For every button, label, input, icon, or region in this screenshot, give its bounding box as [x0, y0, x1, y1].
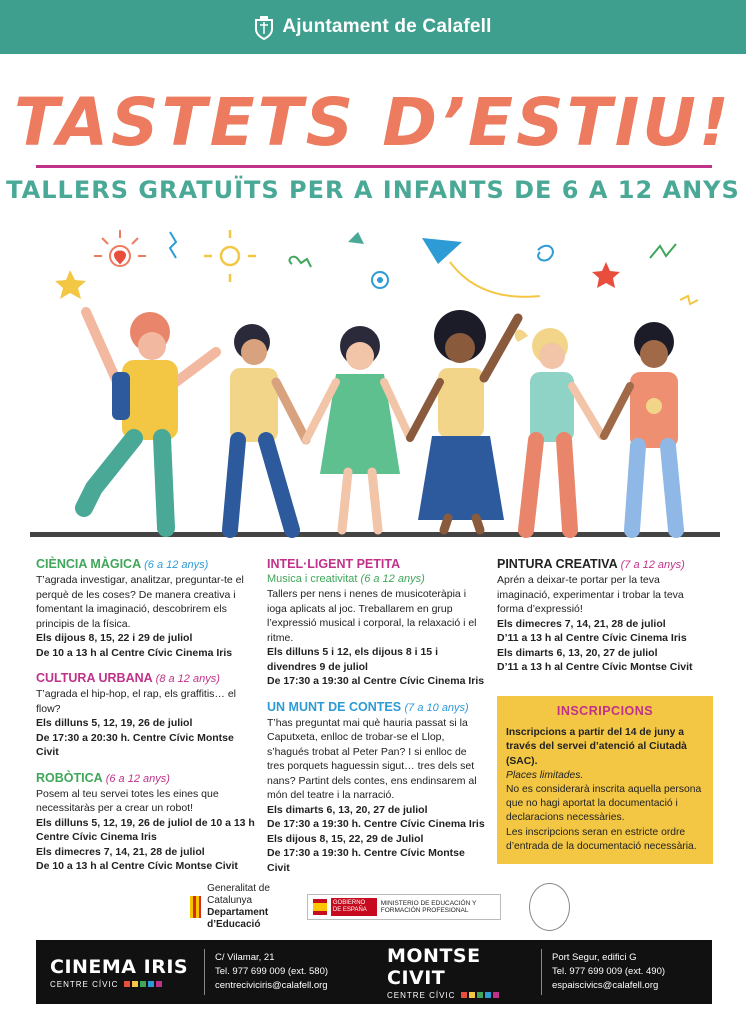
workshop-title	[267, 699, 487, 716]
workshop-tagline-text: Musica i creativitat	[267, 573, 358, 585]
workshop-schedule-place: De 17:30 a 19:30 al Centre Cívic Cinema Iris	[267, 675, 485, 687]
workshop-title-text: CULTURA URBANA	[36, 671, 153, 685]
spain-flag-icon	[313, 899, 327, 915]
workshop-title: INTEL·LIGENT PETITA	[267, 557, 401, 571]
workshop-schedule-days: Els dilluns 5 i 12, els dijous 8 i 15 i divendres 9 de juliol	[267, 646, 438, 673]
kid-figure	[410, 310, 518, 530]
kid-figure	[515, 328, 602, 530]
workshop-un-munt-de-contes	[267, 699, 487, 876]
workshop-description: T’agrada el hip-hop, el rap, els graffitis… el flow?	[36, 688, 236, 715]
ministerio-label: MINISTERIO DE EDUCACIÓN Y FORMACIÓN PROFESIONAL	[380, 900, 477, 914]
inscriptions-order: Les inscripcions seran en estricte ordre d’entrada de la documentació necessària.	[506, 826, 697, 852]
inscriptions-start: Inscripcions a partir del 14 de juny a través del servei d’atenció al Ciutadà (SAC).	[506, 727, 687, 767]
workshop-description: T’has preguntat mai què hauria passat si la Caputxeta, enlloc de trobar-se el Llop, s’hagués trobat al Peter Pan? I si enlloc de tres porquets haguessin sigut… tres dels set nans? Partint dels contes, ens endinsarem al món del teatre i la narració.	[267, 716, 477, 801]
workshop-description: Posem al teu servei totes les eines que necessitaràs per a crear un robot!	[36, 787, 219, 814]
workshop-schedule-place: De 10 a 13 h al Centre Cívic Montse Civit	[36, 860, 238, 872]
cinema-iris-email[interactable]: centreciviciris@calafell.org	[215, 980, 328, 991]
workshop-age: (6 a 12 anys)	[144, 559, 209, 571]
kid-figure	[306, 326, 410, 530]
workshop-schedule-place: Centre Cívic Cinema Iris	[36, 831, 157, 843]
workshop-schedule-days: Els dilluns 5, 12, 19, 26 de juliol de 10 a 13 h	[36, 816, 255, 829]
workshop-pintura-creativa	[497, 556, 713, 675]
calafell-shield-icon	[254, 14, 274, 40]
workshop-title	[36, 670, 256, 687]
inscriptions-box	[497, 696, 713, 864]
kid-figure	[230, 324, 306, 530]
workshop-schedule-place: De 10 a 13 h al Centre Cívic Cinema Iris	[36, 646, 233, 659]
montse-civit-contact	[542, 951, 710, 993]
montse-civit-address: Port Segur, edifici G	[552, 952, 637, 963]
montse-civit-subtitle: CENTRE CÍVIC	[387, 990, 456, 1000]
workshop-title	[36, 556, 256, 573]
workshop-age: (6 a 12 anys)	[105, 772, 170, 785]
workshop-title-text: ROBÒTICA	[36, 770, 103, 785]
workshop-description: T’agrada investigar, analitzar, preguntar-te el perquè de les coses? De manera creativa i fomentant la imaginació, descobrirem els principis de la física.	[36, 574, 244, 630]
kid-figure	[604, 322, 678, 530]
workshop-title-text: CIÈNCIA MÀGICA	[36, 557, 141, 571]
montse-civit-brand	[373, 940, 541, 1004]
top-bar	[0, 0, 746, 54]
page-title: TASTETS D’ESTIU!	[14, 84, 732, 161]
footer	[36, 940, 712, 1004]
children-illustration	[30, 222, 720, 542]
senyera-icon	[190, 896, 201, 918]
montse-civit-sub	[387, 991, 541, 1000]
workshop-schedule-place: De 17:30 a 19:30 h. Centre Cívic Montse Civit	[267, 847, 465, 874]
workshop-title	[497, 556, 713, 573]
cinema-iris-brand	[36, 940, 204, 1004]
column-right	[497, 556, 713, 685]
color-squares-icon	[124, 981, 162, 987]
workshop-schedule-place: D’11 a 13 h al Centre Cívic Cinema Iris	[497, 632, 687, 644]
workshop-schedule-days: Els dijous 8, 15, 22 i 29 de juliol	[36, 632, 193, 644]
workshop-schedule-place: De 17:30 a 19:30 h. Centre Cívic Cinema Iris	[267, 818, 485, 830]
workshop-schedule-days: Els dimecres 7, 14, 21, 28 de juliol	[36, 845, 205, 858]
workshop-description: Aprén a deixar-te portar per la teva imaginació, experimentar i trobar la teva forma d’expressió!	[497, 574, 684, 615]
workshop-intel-ligent-petita	[267, 556, 487, 689]
workshop-title	[36, 770, 256, 787]
page-subtitle: TALLERS GRATUÏTS PER A INFANTS DE 6 A 12 ANYS	[6, 176, 740, 204]
gobierno-label: GOBIERNO DE ESPAÑA	[331, 898, 377, 916]
column-left	[36, 556, 256, 884]
municipal-stamp-icon	[529, 883, 570, 931]
workshop-ciencia-magica	[36, 556, 256, 660]
cinema-iris-sub	[50, 980, 188, 989]
partner-logos	[190, 878, 570, 936]
workshop-robotica	[36, 770, 256, 874]
workshop-schedule-days: Els dimecres 7, 14, 21, 28 de juliol	[497, 617, 666, 630]
workshop-schedule-days: Els dijous 8, 15, 22, 29 de Juliol	[267, 832, 424, 845]
org-name: Ajuntament de Calafell	[282, 16, 492, 37]
workshop-age: (7 a 12 anys)	[620, 559, 685, 571]
gencat-line1: Generalitat de Catalunya	[207, 883, 270, 906]
workshop-age: (6 a 12 anys)	[360, 573, 425, 585]
color-squares-icon	[461, 992, 499, 998]
cinema-iris-subtitle: CENTRE CÍVIC	[50, 979, 119, 989]
workshop-schedule-days: Els dimarts 6, 13, 20, 27 de juliol	[497, 646, 658, 659]
workshop-description: Tallers per nens i nenes de musicoteràpia i ioga aplicats al joc. Treballarem en grup l’expressió musical i corporal, la relaxació i el ritme.	[267, 588, 477, 644]
workshop-title-text: PINTURA CREATIVA	[497, 557, 618, 571]
gencat-line2: Departament d’Educació	[207, 907, 269, 930]
cinema-iris-address: C/ Vilamar, 21	[215, 952, 275, 963]
column-middle	[267, 556, 487, 885]
workshop-schedule-days: Els dilluns 5, 12, 19, 26 de juliol	[36, 717, 193, 729]
montse-civit-email[interactable]: espaiscivics@calafell.org	[552, 980, 659, 991]
workshop-age: (8 a 12 anys)	[155, 673, 220, 685]
inscriptions-limited: Places limitades.	[506, 769, 584, 781]
gencat-logo	[190, 883, 279, 931]
workshop-tagline	[267, 572, 487, 587]
montse-civit-phone: Tel. 977 699 009 (ext. 490)	[552, 966, 666, 977]
workshop-title-text: UN MUNT DE CONTES	[267, 699, 402, 714]
cinema-iris-phone: Tel. 977 699 009 (ext. 580)	[215, 966, 329, 977]
inscriptions-requirement: No es considerarà inscrita aquella persona que no hagi aportat la documentació i declaracions necessàries.	[506, 784, 702, 824]
workshop-schedule-days: Els dimarts 6, 13, 20, 27 de juliol	[267, 803, 428, 816]
cinema-iris-contact	[205, 951, 373, 993]
cinema-iris-name: CINEMA IRIS	[50, 955, 189, 978]
workshop-cultura-urbana	[36, 670, 256, 760]
kid-figure	[84, 312, 216, 528]
ministerio-logo	[307, 894, 500, 920]
title-divider	[36, 165, 712, 168]
workshop-age: (7 a 10 anys)	[404, 701, 469, 714]
montse-civit-name: MONTSE CIVIT	[387, 944, 481, 989]
inscriptions-title: INSCRIPCIONS	[556, 704, 654, 718]
doodles	[55, 230, 698, 304]
workshop-schedule-place: De 17:30 a 20:30 h. Centre Cívic Montse Civit	[36, 731, 234, 758]
workshop-schedule-place: D’11 a 13 h al Centre Cívic Montse Civit	[497, 661, 693, 673]
